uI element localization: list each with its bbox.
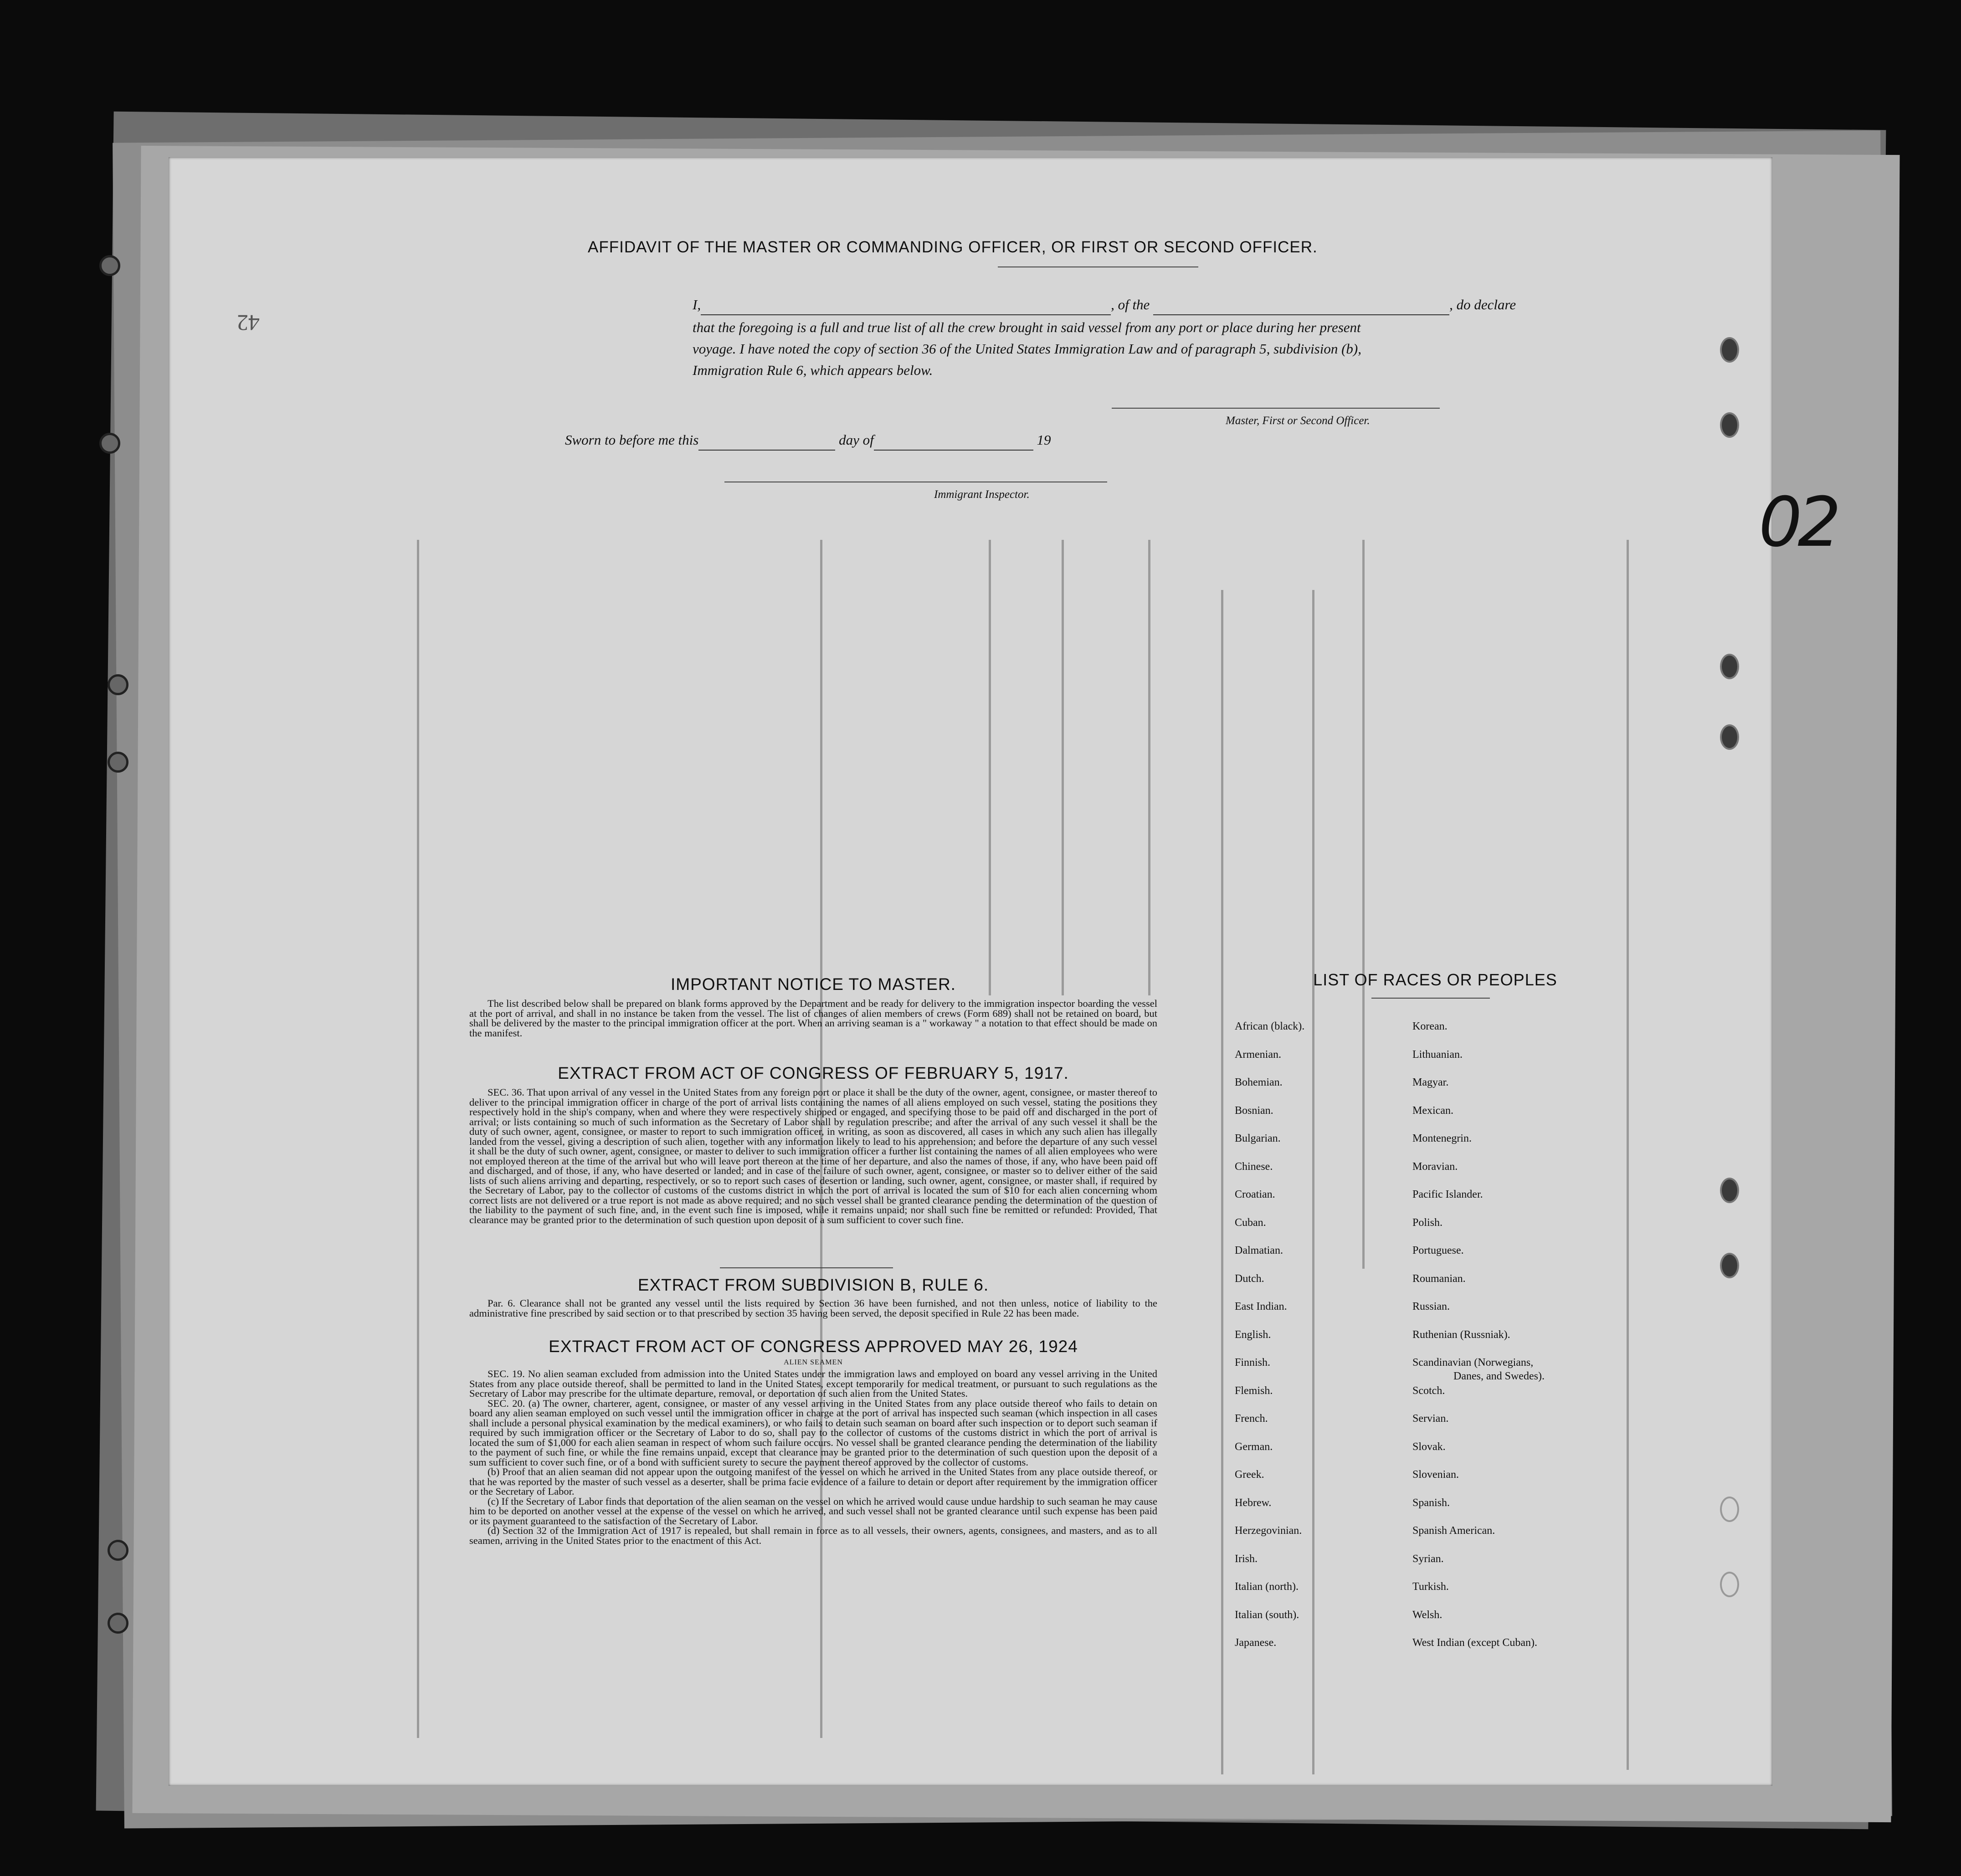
alien-seamen-subtitle: ALIEN SEAMEN (784, 1358, 843, 1366)
race-item-right: Moravian. (1412, 1160, 1458, 1173)
race-item-left: Japanese. (1235, 1637, 1277, 1649)
binder-hole (108, 752, 128, 773)
races-list (1235, 1020, 1736, 1731)
month-blank (874, 438, 1033, 451)
sec-20c: (c) If the Secretary of Labor finds that deportation of the alien seaman on the vessel on which he arrived would cause undue hardship to such seaman he may cause him to be deported on another vessel at the expense of the vessel on which he arrived, and such vessel shall not be granted clearance until such expense has been paid or its payment guaranteed to the satisfaction of the Secretary of Labor. (469, 1495, 1157, 1527)
vessel-blank (1153, 302, 1449, 315)
race-item-right: Magyar. (1412, 1076, 1449, 1088)
race-item-left: Cuban. (1235, 1216, 1266, 1229)
punch-hole (1720, 1572, 1739, 1597)
race-item-right: Servian. (1412, 1413, 1449, 1425)
punch-hole (1720, 654, 1739, 679)
extract-rule6-title: EXTRACT FROM SUBDIVISION B, RULE 6. (637, 1276, 989, 1294)
binder-hole (108, 1540, 128, 1561)
race-item-right: Spanish. (1412, 1497, 1450, 1509)
race-item-left: Italian (south). (1235, 1609, 1299, 1621)
race-item-left: Bohemian. (1235, 1076, 1283, 1088)
master-caption: Master, First or Second Officer. (1226, 415, 1370, 427)
punch-hole (1720, 724, 1739, 750)
race-item-left: Croatian. (1235, 1189, 1275, 1200)
punch-hole (1720, 1497, 1739, 1522)
punch-hole (1720, 412, 1739, 438)
ghost-column-rule (1148, 540, 1150, 995)
document-page (169, 157, 1772, 1786)
day-blank (698, 438, 835, 451)
race-item-right: Portuguese. (1412, 1245, 1464, 1256)
race-item-left: Bosnian. (1235, 1104, 1273, 1117)
year: 19 (1037, 432, 1051, 448)
punch-hole (1720, 1253, 1739, 1278)
sec-20b: (b) Proof that an alien seaman did not appear upon the outgoing manifest of the vessel on which he arrived in the United States from any place outside thereof, or that he was reported by the master of such vessel as a deserter, shall be prima facie evidence of a failure to detain or deport after requirement by the immigration officer or the Secretary of Labor. (469, 1466, 1157, 1497)
races-title: LIST OF RACES OR PEOPLES (1313, 970, 1557, 989)
race-item-left: East Indian. (1235, 1301, 1287, 1312)
race-item-right: Syrian. (1412, 1553, 1444, 1565)
ghost-column-rule (1221, 590, 1223, 1774)
race-item-right: Slovak. (1412, 1440, 1446, 1453)
race-item-right: Lithuanian. (1412, 1048, 1463, 1061)
race-item-left: Flemish. (1235, 1384, 1273, 1397)
race-item-left: Hebrew. (1235, 1497, 1272, 1509)
sworn-prefix: Sworn to before me this (565, 432, 699, 448)
binder-hole (108, 1613, 128, 1634)
race-item-left: French. (1235, 1413, 1268, 1425)
extract-1917-body (469, 1087, 1157, 1225)
sec-19: SEC. 19. No alien seaman excluded from admission into the United States under the immigration laws and employed on board any vessel arriving in the United States from any place outside thereof, shall be permitted to land in the United States, except temporarily for medical treatment, or pursuant to such regulations as the Secretary of Labor may prescribe for the ultimate departure, removal, or deportation of such alien from the United States. (469, 1368, 1157, 1399)
notice-text: The list described below shall be prepared on blank forms approved by the Department and be ready for delivery to the immigration inspector boarding the vessel at the port of arrival, and shall in no instance be taken from the vessel. The list of changes of alien members of crews (Form 689) shall not be retained on board, but shall be delivered by the master to the principal immigration officer at the port. When an arriving seaman is a " workaway " a notation to that effect should be made on the manifest. (469, 998, 1157, 1039)
race-item-left: German. (1235, 1440, 1273, 1453)
sec-20a: SEC. 20. (a) The owner, charterer, agent, consignee, or master of any vessel arriving in the United States from any place outside thereof who fails to detain on board any alien seaman employed on such vessel until the immigration officer in charge at the port of arrival has inspected such seaman (which inspection in all cases shall include a personal physical examination by the medical examiners), or who fails to detain such seaman on board after such inspection or to deport such seaman if required by such immigration officer or the Secretary of Labor to do so, shall pay to the collector of customs of the customs district in which the port of arrival is located the sum of $1,000 for each alien seaman in respect of whom such failure occurs. No vessel shall be granted clearance pending the determination of the liability to the payment of such fine, or while the fine remains unpaid, except that clearance may be granted prior to the determination of such question upon the deposit of a sum sufficient to cover such fine, or of a bond with sufficient surety to secure the payment thereof approved by the collector of customs. (469, 1397, 1157, 1468)
notice-body (469, 999, 1157, 1038)
handwritten-mark (1759, 483, 1837, 562)
race-item-right: Turkish. (1412, 1581, 1449, 1593)
race-item-left: Finnish. (1235, 1357, 1271, 1369)
extract-rule6-text: Par. 6. Clearance shall not be granted any vessel until the lists required by Section 36 have been furnished, and not then unless, notice of liability to the administrative fine prescribed by said section or to that prescribed by section 35 having been served, the deposit specified in Rule 22 has been made. (469, 1297, 1157, 1319)
race-item-right: Korean. (1412, 1020, 1448, 1032)
race-item-left: African (black). (1235, 1020, 1305, 1032)
ghost-column-rule (1062, 540, 1064, 995)
affidavit-I: I, (693, 297, 701, 313)
race-item-right: Ruthenian (Russniak). (1412, 1328, 1510, 1341)
race-item-left: Bulgarian. (1235, 1133, 1281, 1144)
affidavit-of-the: , of the (1111, 297, 1150, 313)
race-item-left: Greek. (1235, 1469, 1264, 1481)
race-item-left: Chinese. (1235, 1160, 1273, 1173)
extract-1917-title: EXTRACT FROM ACT OF CONGRESS OF FEBRUARY 5, 1917. (558, 1064, 1069, 1082)
race-item-right: Roumanian. (1412, 1272, 1466, 1285)
race-item-right: Welsh. (1412, 1609, 1443, 1621)
binder-hole (99, 433, 120, 454)
binder-hole (108, 674, 128, 695)
race-item-right: Montenegrin. (1412, 1133, 1472, 1144)
affidavit-line1 (693, 294, 1604, 315)
sec-20d: (d) Section 32 of the Immigration Act of 1917 is repealed, but shall remain in force as to all vessels, their owners, agents, consignees, and masters, and as to all seamen, arriving in the United States prior to the enactment of this Act. (469, 1525, 1157, 1546)
notice-title: IMPORTANT NOTICE TO MASTER. (671, 975, 956, 994)
sworn-line (565, 429, 1248, 451)
race-item-left: Dalmatian. (1235, 1245, 1283, 1256)
race-item-left: Dutch. (1235, 1272, 1264, 1285)
race-item-right: Scotch. (1412, 1384, 1445, 1397)
affidavit-line4: Immigration Rule 6, which appears below. (693, 362, 933, 378)
extract-1924-body (469, 1369, 1157, 1545)
race-item-right: Pacific Islander. (1412, 1189, 1483, 1200)
race-item-right: Scandinavian (Norwegians, (1412, 1357, 1534, 1369)
ghost-column-rule (417, 540, 419, 1738)
race-item-right: Spanish American. (1412, 1525, 1495, 1537)
race-item-left: Italian (north). (1235, 1581, 1299, 1593)
race-item-right-cont: Danes, and Swedes). (1453, 1370, 1545, 1382)
race-item-left: Irish. (1235, 1553, 1258, 1565)
name-blank (701, 302, 1111, 315)
races-underline (1371, 998, 1490, 999)
day-of: day of (839, 432, 874, 448)
ghost-column-rule (989, 540, 991, 995)
extract-rule6-body (469, 1298, 1157, 1318)
page-number: 42 (237, 310, 260, 336)
race-item-right: Slovenian. (1412, 1469, 1459, 1481)
race-item-right: Mexican. (1412, 1104, 1453, 1117)
affidavit-line2: that the foregoing is a full and true list of all the crew brought in said vessel from any port or place during her present (693, 319, 1361, 335)
section-divider (720, 1267, 893, 1268)
punch-hole (1720, 1178, 1739, 1203)
extract-1917-text: SEC. 36. That upon arrival of any vessel in the United States from any foreign port or place it shall be the duty of the owner, agent, consignee, or master thereof to deliver to the principal immigration officer in charge of the port of arrival lists containing the names of all aliens employed on such vessel, stating the positions they respectively hold in the ship's company, when and where they were respectively shipped or engaged, and specifying those to be paid off and discharged in the port of arrival; or lists containing so much of such information as the Secretary of Labor shall by regulation prescribe; and after the arrival of any such vessel it shall be the duty of such owner, agent, consignee, or master to report to such immigration officer, in writing, as soon as discovered, all cases in which any such alien has illegally landed from the vessel, giving a description of such alien, together with any information likely to lead to his apprehension; and before the departure of any such vessel it shall be the duty of such owner, agent, consignee, or master to deliver to such immigration officer a further list containing the names of all alien employees who were not employed thereon at the time of the arrival but who will leave port thereon at the time of her departure, and also the names of those, if any, who have been paid off and discharged, and of those, if any, who have deserted or landed; and in case of the failure of such owner, agent, consignee, or master so to deliver either of the said lists of such aliens arriving and departing, respectively, or so to report such cases of desertion or landing, such owner, agent, consignee, or master shall, if required by the Secretary of Labor, pay to the collector of customs of the customs district in which the port of arrival is located the sum of $10 for each alien concerning whom correct lists are not delivered or a true report is not made as above required; and no such vessel shall be granted clearance pending the determination of the question of the liability to the payment of such fine, and, in the event such fine is imposed, while it remains unpaid; nor shall such fine be remitted or refunded: Provided, That clearance may be granted prior to the determination of such question upon deposit of a sum sufficient to cover such fine. (469, 1087, 1157, 1225)
race-item-right: Russian. (1412, 1301, 1450, 1312)
affidavit-line3: voyage. I have noted the copy of section 36 of the United States Immigration Law and of paragraph 5, subdivision (b), (693, 341, 1361, 357)
punch-hole (1720, 337, 1739, 363)
affidavit-title: AFFIDAVIT OF THE MASTER OR COMMANDING OFFICER, OR FIRST OR SECOND OFFICER. (588, 238, 1318, 256)
affidavit-declare: , do declare (1449, 297, 1516, 313)
handwritten-mark-text: 02 (1759, 483, 1837, 562)
race-item-left: Herzegovinian. (1235, 1525, 1302, 1537)
extract-1924-title: EXTRACT FROM ACT OF CONGRESS APPROVED MAY 26, 1924 (549, 1337, 1078, 1356)
inspector-caption: Immigrant Inspector. (934, 488, 1030, 501)
race-item-right: Polish. (1412, 1216, 1443, 1229)
race-item-left: Armenian. (1235, 1048, 1281, 1061)
race-item-right: West Indian (except Cuban). (1412, 1637, 1537, 1649)
race-item-left: English. (1235, 1328, 1271, 1341)
binder-hole (99, 255, 120, 276)
master-signature-line (1112, 408, 1440, 409)
